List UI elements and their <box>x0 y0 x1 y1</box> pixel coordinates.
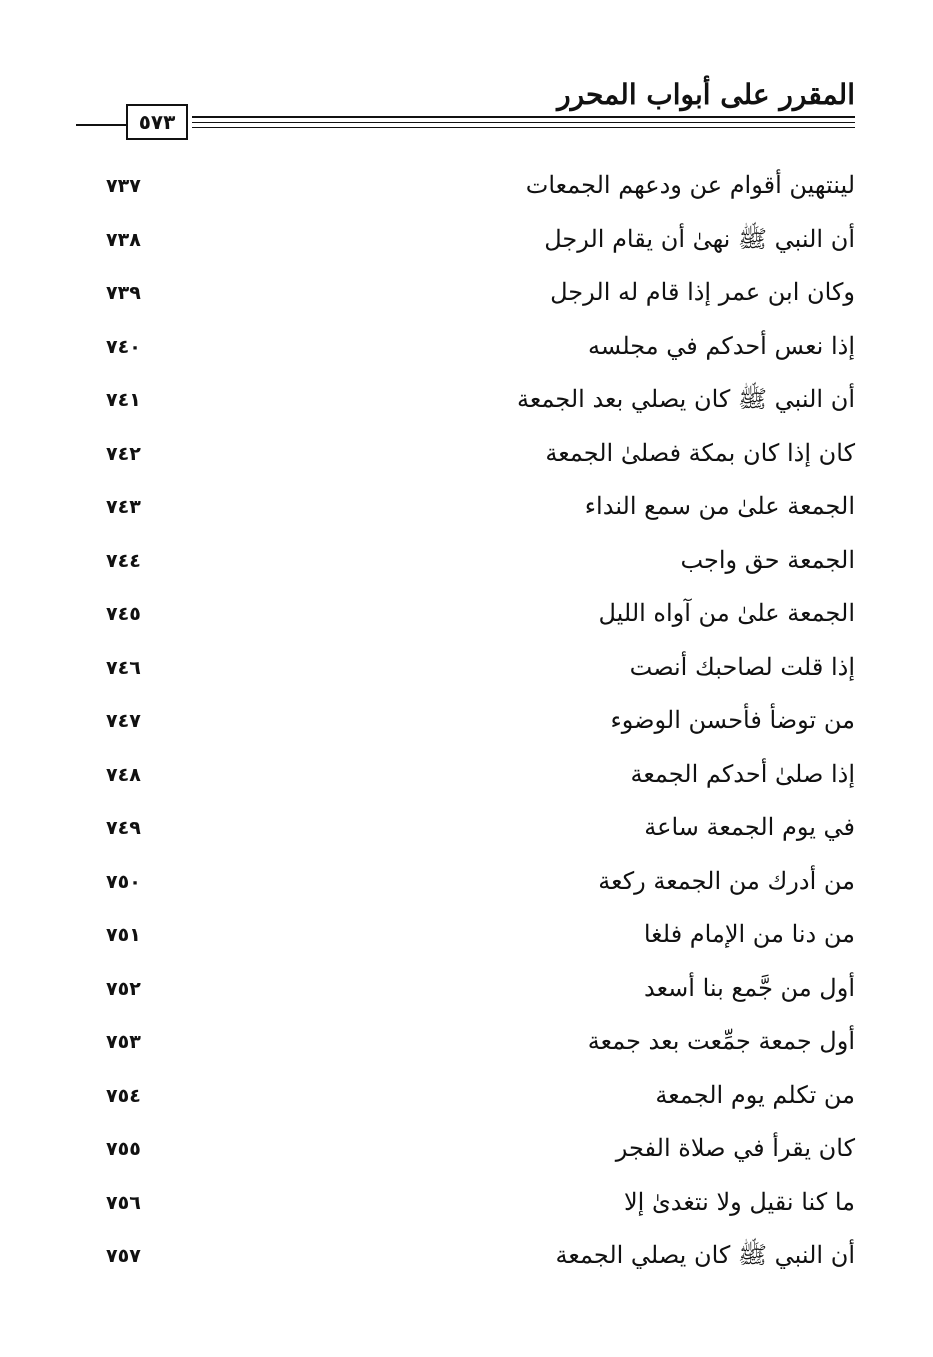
entry-number: ٧٥٦ <box>106 1191 141 1214</box>
entry-text: من دنا من الإمام فلغا <box>643 920 855 948</box>
index-entry <box>0 428 933 482</box>
index-entry <box>0 374 933 428</box>
entry-text: أن النبي ﷺ نهىٰ أن يقام الرجل <box>544 224 855 253</box>
entry-number: ٧٤٦ <box>106 656 141 679</box>
entry-number: ٧٤٣ <box>106 496 141 518</box>
index-list <box>0 160 933 1284</box>
entry-number: ٧٥١ <box>106 924 141 946</box>
header-rule-left <box>76 124 126 126</box>
entry-number: ٧٤٩ <box>106 817 141 839</box>
entry-number: ٧٥٧ <box>106 1245 141 1267</box>
entry-number: ٧٤٥ <box>106 603 141 625</box>
entry-number: ٧٥٠ <box>106 870 141 893</box>
entry-number: ٧٤٧ <box>106 710 141 732</box>
entry-text: إذا صلىٰ أحدكم الجمعة <box>630 759 855 788</box>
page-number: ٥٧٣ <box>126 104 188 140</box>
index-entry <box>0 160 933 214</box>
index-entry <box>0 214 933 268</box>
entry-text: إذا نعس أحدكم في مجلسه <box>588 331 855 360</box>
index-entry <box>0 1230 933 1284</box>
index-entry <box>0 856 933 910</box>
entry-number: ٧٥٤ <box>106 1084 141 1107</box>
entry-number: ٧٤٨ <box>106 763 141 786</box>
entry-number: ٧٤٠ <box>106 335 141 358</box>
entry-text: أول من جَّمع بنا أسعد <box>643 973 855 1002</box>
entry-text: إذا قلت لصاحبك أنصت <box>629 652 855 681</box>
entry-text: أن النبي ﷺ كان يصلي الجمعة <box>555 1241 855 1269</box>
index-entry <box>0 1070 933 1124</box>
index-entry <box>0 909 933 963</box>
entry-text: من أدرك من الجمعة ركعة <box>598 866 855 895</box>
entry-number: ٧٣٩ <box>106 282 141 304</box>
entry-text: لينتهين أقوام عن ودعهم الجمعات <box>525 171 855 199</box>
entry-text: الجمعة علىٰ من سمع النداء <box>584 492 855 520</box>
index-entry <box>0 321 933 375</box>
entry-number: ٧٤٢ <box>106 442 141 465</box>
entry-number: ٧٣٨ <box>106 228 141 251</box>
entry-text: أن النبي ﷺ كان يصلي بعد الجمعة <box>517 385 855 413</box>
entry-text: أول جمعة جمِّعت بعد جمعة <box>587 1027 855 1055</box>
entry-text: الجمعة علىٰ من آواه الليل <box>598 599 855 627</box>
index-entry <box>0 267 933 321</box>
index-entry <box>0 749 933 803</box>
entry-number: ٧٥٣ <box>106 1031 141 1053</box>
index-entry <box>0 1177 933 1231</box>
index-entry <box>0 695 933 749</box>
header-rule-top <box>192 116 855 118</box>
entry-text: ما كنا نقيل ولا نتغدىٰ إلا <box>623 1187 855 1216</box>
entry-text: الجمعة حق واجب <box>680 545 855 574</box>
index-entry <box>0 588 933 642</box>
entry-text: في يوم الجمعة ساعة <box>644 813 855 841</box>
entry-text: كان إذا كان بمكة فصلىٰ الجمعة <box>545 438 855 467</box>
entry-number: ٧٥٥ <box>106 1138 141 1160</box>
entry-text: وكان ابن عمر إذا قام له الرجل <box>550 278 855 306</box>
index-entry <box>0 481 933 535</box>
header-rule-bottom <box>192 127 855 128</box>
entry-number: ٧٤٤ <box>106 549 141 572</box>
index-entry <box>0 1016 933 1070</box>
index-entry <box>0 963 933 1017</box>
entry-number: ٧٣٧ <box>106 175 141 197</box>
entry-text: من توضأ فأحسن الوضوء <box>610 706 855 734</box>
index-entry <box>0 802 933 856</box>
running-title: المقرر على أبواب المحرر <box>557 78 855 111</box>
index-entry <box>0 535 933 589</box>
index-entry <box>0 1123 933 1177</box>
header-rule-middle <box>192 122 855 123</box>
index-entry <box>0 642 933 696</box>
entry-text: كان يقرأ في صلاة الفجر <box>615 1134 855 1162</box>
entry-number: ٧٥٢ <box>106 977 141 1000</box>
entry-text: من تكلم يوم الجمعة <box>655 1080 855 1109</box>
entry-number: ٧٤١ <box>106 389 141 411</box>
